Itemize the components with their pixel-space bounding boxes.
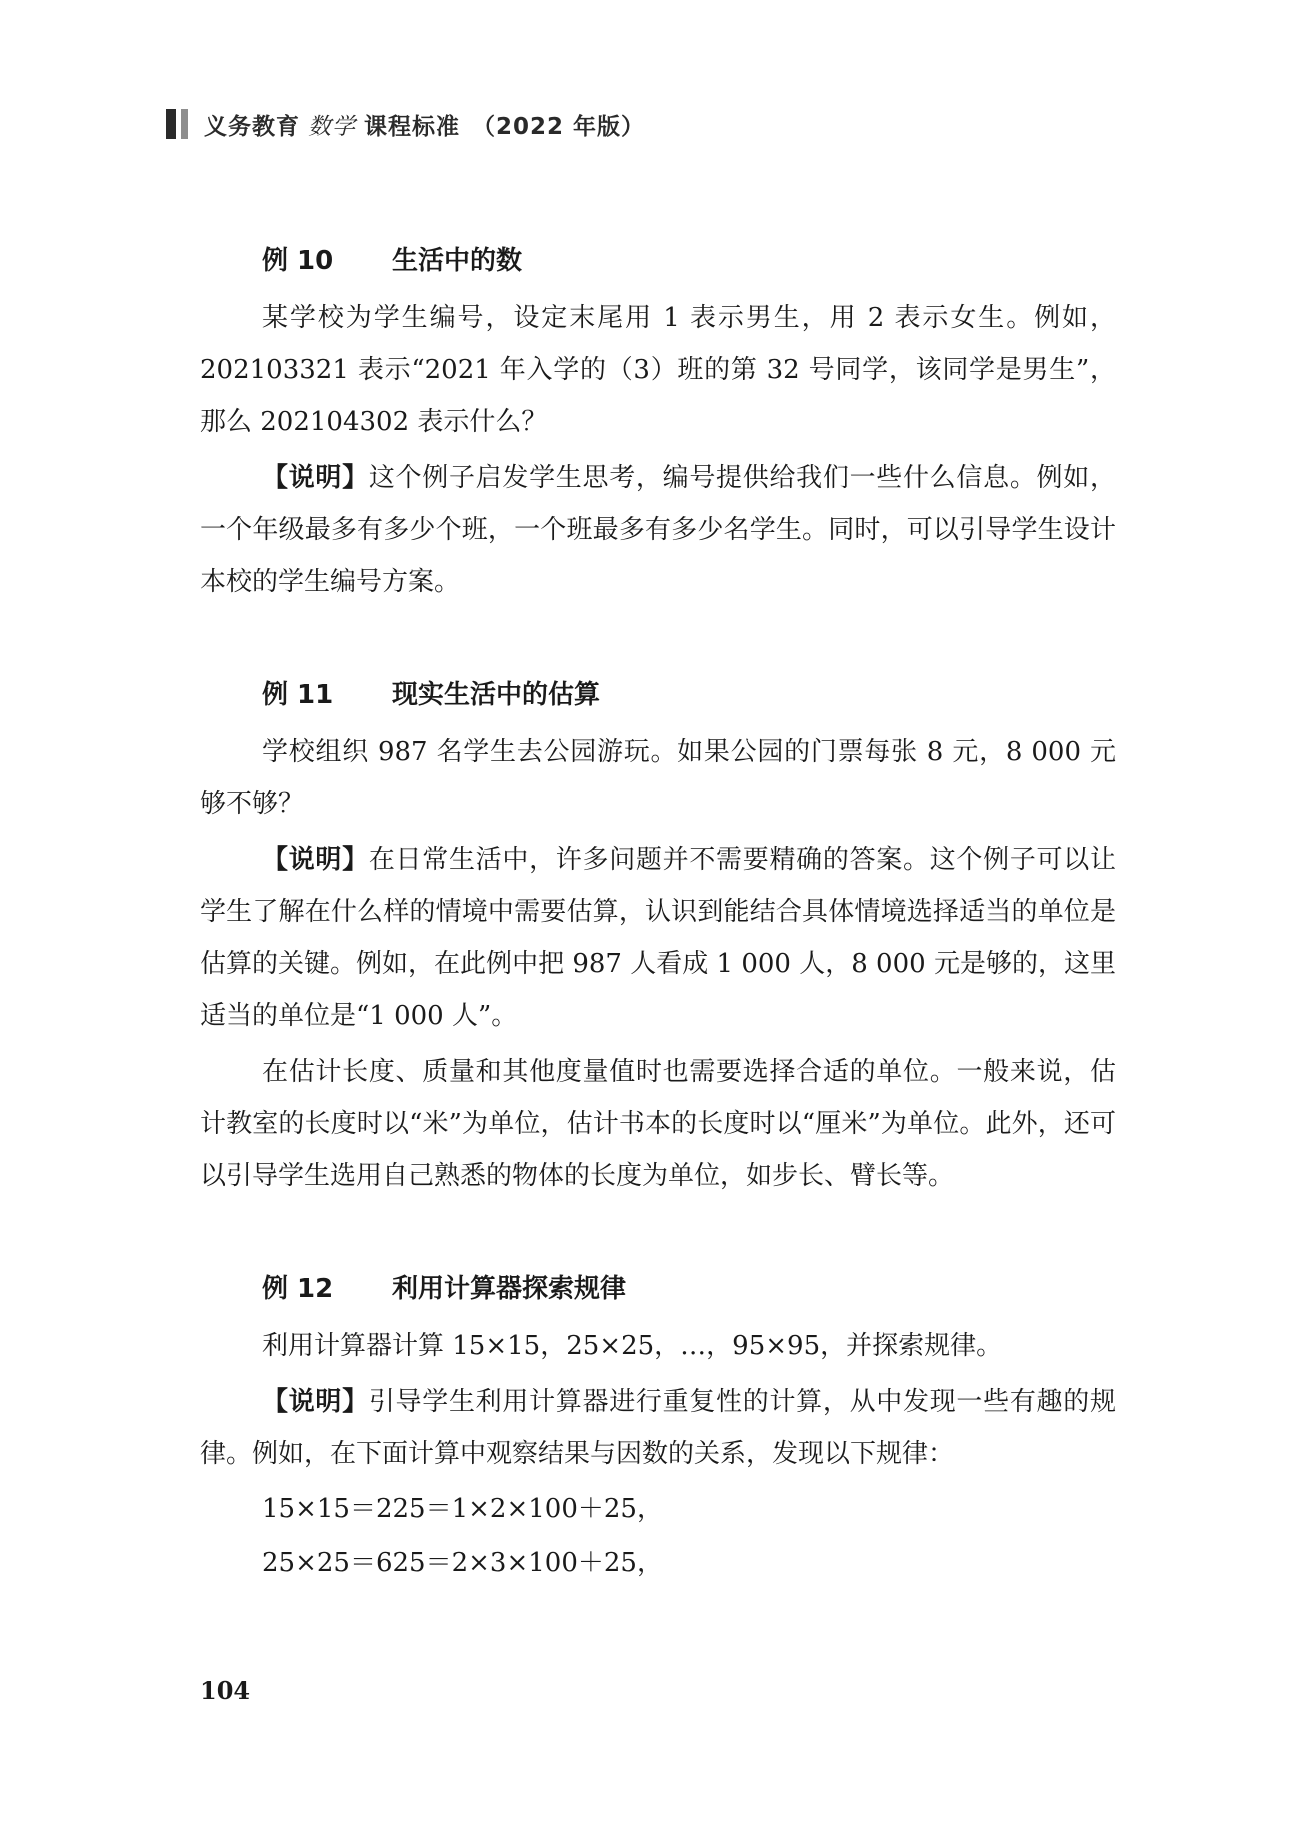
formula-line: 15×15＝225＝1×2×100＋25， bbox=[262, 1494, 663, 1524]
header-title-part2: 课程标准 bbox=[364, 113, 460, 140]
header-title-part1: 义务教育 bbox=[204, 113, 300, 140]
formula-line: 25×25＝625＝2×3×100＋25， bbox=[262, 1548, 663, 1578]
note-text: 这个例子启发学生思考，编号提供给我们一些什么信息。例如，一个年级最多有多少个班，一个班最多有多少名学生。同时，可以引导学生设计本校的学生编号方案。 bbox=[200, 463, 1116, 597]
example-section-12 bbox=[200, 1266, 1116, 1588]
page-number: 104 bbox=[200, 1676, 251, 1705]
note-label: 【说明】 bbox=[262, 463, 369, 493]
example-section-11 bbox=[200, 672, 1116, 1202]
note-label: 【说明】 bbox=[262, 845, 369, 875]
extra-paragraph: 在估计长度、质量和其他度量值时也需要选择合适的单位。一般来说，估计教室的长度时以“米”为单位，估计书本的长度时以“厘米”为单位。此外，还可以引导学生选用自己熟悉的物体的长度为单位，如步长、臂长等。 bbox=[200, 1057, 1116, 1191]
running-header bbox=[204, 108, 645, 141]
page-content bbox=[200, 238, 1116, 1652]
problem-text: 利用计算器计算 15×15，25×25，…，95×95，并探索规律。 bbox=[262, 1331, 1003, 1361]
problem-text: 某学校为学生编号，设定末尾用 1 表示男生，用 2 表示女生。例如，202103321 表示“2021 年入学的（3）班的第 32 号同学，该同学是男生”，那么 202104302 表示什么？ bbox=[200, 303, 1116, 437]
note-label: 【说明】 bbox=[262, 1387, 369, 1417]
section-title bbox=[262, 1266, 1116, 1312]
example-title: 生活中的数 bbox=[392, 246, 523, 276]
header-title-italic: 数学 bbox=[308, 113, 356, 140]
explanation-paragraph bbox=[200, 834, 1116, 1042]
example-label: 例 11 bbox=[262, 680, 334, 710]
header-edition: （2022 年版） bbox=[472, 113, 646, 140]
header-bar-dark bbox=[166, 109, 176, 139]
example-title: 利用计算器探索规律 bbox=[392, 1274, 627, 1304]
example-title: 现实生活中的估算 bbox=[392, 680, 601, 710]
example-label: 例 10 bbox=[262, 246, 334, 276]
note-text: 引导学生利用计算器进行重复性的计算，从中发现一些有趣的规律。例如，在下面计算中观察结果与因数的关系，发现以下规律： bbox=[200, 1387, 1116, 1469]
example-label: 例 12 bbox=[262, 1274, 334, 1304]
section-title bbox=[262, 672, 1116, 718]
page-header bbox=[166, 108, 645, 140]
note-text: 在日常生活中，许多问题并不需要精确的答案。这个例子可以让学生了解在什么样的情境中需要估算，认识到能结合具体情境选择适当的单位是估算的关键。例如，在此例中把 987 人看成 1 000 人，8 000 元是够的，这里适当的单位是“1 000 人”。 bbox=[200, 845, 1116, 1031]
section-title bbox=[262, 238, 1116, 284]
problem-text: 学校组织 987 名学生去公园游玩。如果公园的门票每张 8 元，8 000 元够不够？ bbox=[200, 737, 1116, 819]
header-bar-light bbox=[181, 109, 188, 139]
example-section-10 bbox=[200, 238, 1116, 608]
header-bar-icon bbox=[166, 109, 188, 139]
explanation-paragraph bbox=[200, 1376, 1116, 1480]
explanation-paragraph bbox=[200, 452, 1116, 608]
